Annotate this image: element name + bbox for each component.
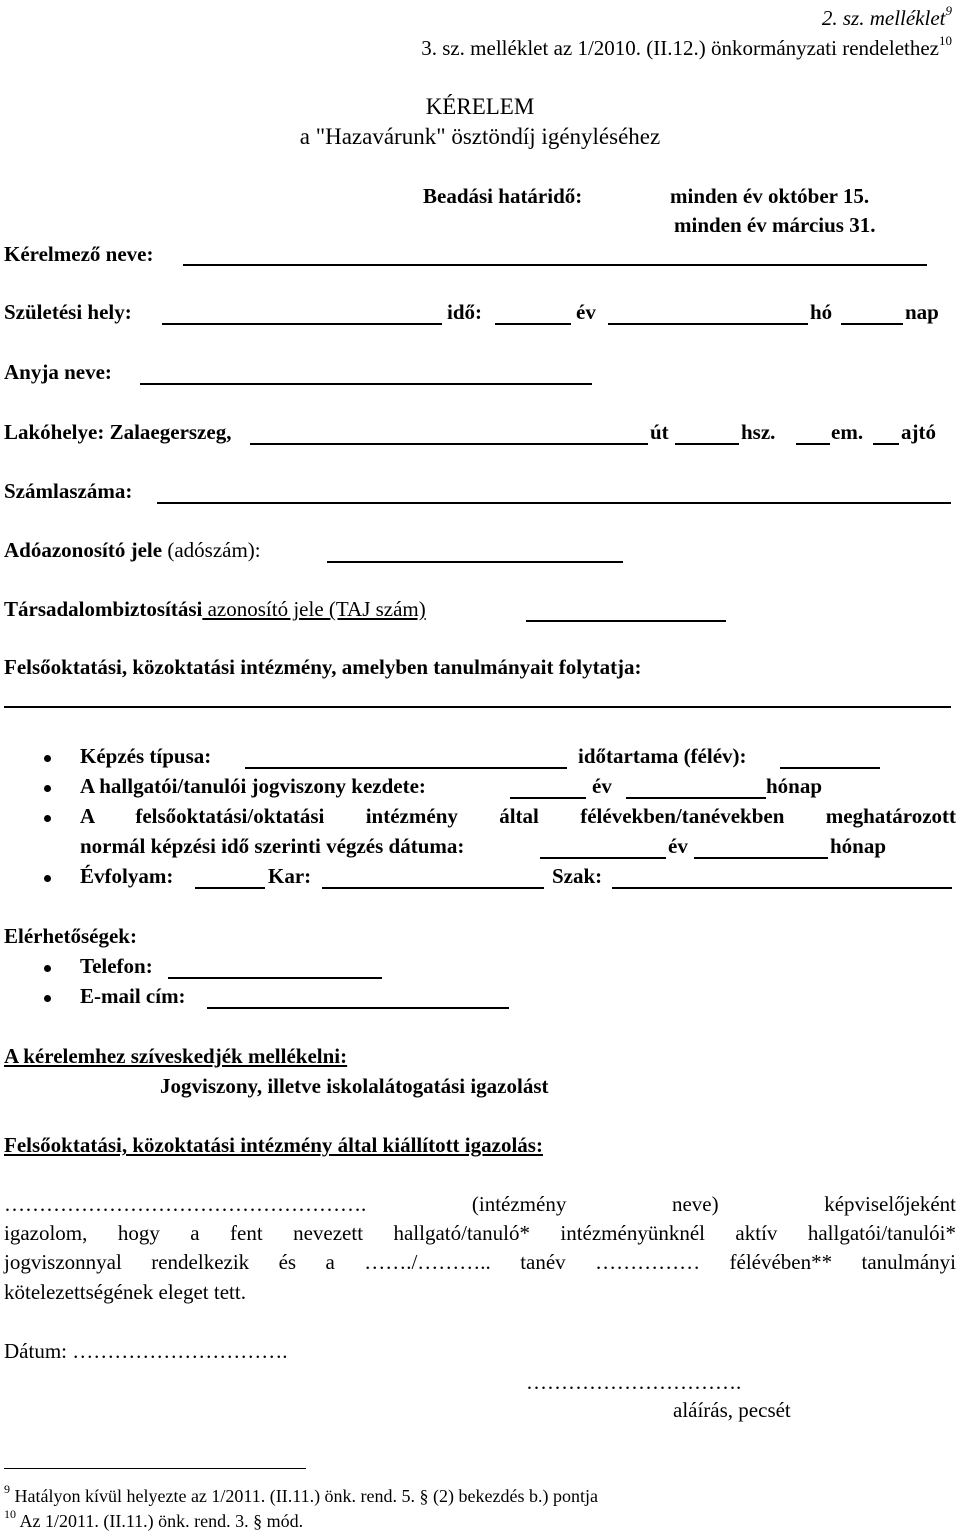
training-type-line[interactable] bbox=[245, 767, 567, 769]
annex-label: 2. sz. melléklet$^9$ bbox=[821, 3, 952, 30]
applicant-name-label: Kérelmező neve: bbox=[4, 242, 154, 266]
faculty-label: Kar: bbox=[268, 864, 312, 888]
email-line[interactable] bbox=[207, 1007, 509, 1009]
mother-name-line[interactable] bbox=[140, 383, 592, 385]
status-start-year-line[interactable] bbox=[510, 797, 586, 799]
residence-street-line[interactable] bbox=[250, 443, 648, 445]
birth-place-line[interactable] bbox=[162, 323, 442, 325]
signature-label: aláírás, pecsét bbox=[673, 1398, 791, 1422]
account-line[interactable] bbox=[157, 502, 951, 504]
bullet bbox=[44, 815, 51, 822]
house-number-label: hsz. bbox=[741, 420, 776, 444]
graduation-year-label: év bbox=[668, 834, 688, 858]
account-label: Számlaszáma: bbox=[4, 479, 133, 503]
mother-name-label: Anyja neve: bbox=[4, 360, 112, 384]
tax-id-label: Adóazonosító jele (adószám): bbox=[4, 538, 261, 562]
certificate-line-3: jogviszonnyal rendelkezik és a ……./……….. tanév …………… félévében** tanulmányi bbox=[4, 1250, 956, 1274]
graduation-month-label: hónap bbox=[830, 834, 887, 858]
faculty-line[interactable] bbox=[322, 887, 544, 889]
birth-year-line[interactable] bbox=[495, 323, 571, 325]
tax-id-line[interactable] bbox=[327, 561, 623, 563]
house-number-line[interactable] bbox=[675, 443, 739, 445]
bullet bbox=[44, 965, 51, 972]
taj-line[interactable] bbox=[526, 620, 726, 622]
graduation-month-line[interactable] bbox=[694, 857, 828, 859]
taj-label: Társadalombiztosítási azonosító jele (TAJ szám) bbox=[4, 597, 426, 621]
contacts-heading: Elérhetőségek: bbox=[4, 924, 137, 948]
email-label: E-mail cím: bbox=[80, 984, 186, 1008]
birth-day-label: nap bbox=[905, 300, 939, 324]
floor-label: em. bbox=[831, 420, 864, 444]
applicant-name-line[interactable] bbox=[183, 264, 927, 266]
grade-line[interactable] bbox=[195, 887, 265, 889]
birth-month-line[interactable] bbox=[608, 323, 808, 325]
bullet bbox=[44, 875, 51, 882]
attachments-heading: A kérelemhez szíveskedjék mellékelni: bbox=[4, 1044, 348, 1068]
phone-label: Telefon: bbox=[80, 954, 153, 978]
residence-label: Lakóhelye: Zalaegerszeg, bbox=[4, 420, 232, 444]
street-label: út bbox=[650, 420, 669, 444]
deadline-date-2: minden év március 31. bbox=[674, 213, 876, 237]
footnote-9: $^9$ Hatályon kívül helyezte az 1/2011. (II.11.) önk. rend. 5. § (2) bekezdés b.) pontja bbox=[4, 1482, 598, 1506]
certificate-line-4: kötelezettségének eleget tett. bbox=[4, 1280, 246, 1304]
status-start-year-label: év bbox=[592, 774, 612, 798]
footnote-separator bbox=[4, 1468, 306, 1469]
title-sub: a "Hazavárunk" ösztöndíj igényléséhez bbox=[299, 124, 661, 149]
certificate-line-1: ……………………………………………. (intézmény neve) képviselőjeként bbox=[4, 1192, 957, 1216]
status-start-label: A hallgatói/tanulói jogviszony kezdete: bbox=[80, 774, 426, 798]
title-main: KÉRELEM bbox=[425, 94, 535, 119]
door-line[interactable] bbox=[873, 443, 899, 445]
floor-line[interactable] bbox=[796, 443, 830, 445]
certificate-line-2: igazolom, hogy a fent nevezett hallgató/tanuló* intézményünknél aktív hallgatói/tanulói* bbox=[4, 1221, 956, 1245]
bullet bbox=[44, 785, 51, 792]
annex-reference: 3. sz. melléklet az 1/2010. (II.12.) önkormányzati rendelethez$^{10}$ bbox=[421, 33, 952, 60]
attachments-item: Jogviszony, illetve iskolalátogatási igazolást bbox=[160, 1074, 549, 1098]
bullet bbox=[44, 755, 51, 762]
status-start-month-label: hónap bbox=[766, 774, 823, 798]
major-line[interactable] bbox=[612, 887, 952, 889]
major-label: Szak: bbox=[552, 864, 603, 888]
institution-line[interactable] bbox=[4, 706, 951, 708]
birth-place-label: Születési hely: bbox=[4, 300, 132, 324]
duration-label: időtartama (félév): bbox=[578, 744, 747, 768]
date-label: Dátum: …………………………. bbox=[4, 1339, 288, 1363]
door-label: ajtó bbox=[901, 420, 936, 444]
status-start-month-line[interactable] bbox=[626, 797, 766, 799]
bullet bbox=[44, 995, 51, 1002]
birth-year-label: év bbox=[576, 300, 596, 324]
birth-day-line[interactable] bbox=[841, 323, 903, 325]
duration-line[interactable] bbox=[780, 767, 880, 769]
birth-month-label: hó bbox=[810, 300, 833, 324]
graduation-year-line[interactable] bbox=[540, 857, 666, 859]
training-type-label: Képzés típusa: bbox=[80, 744, 212, 768]
normal-time-label: normál képzési idő szerinti végzés dátuma: bbox=[80, 834, 465, 858]
normal-time-line-1: A felsőoktatási/oktatási intézmény által félévekben/tanévekben meghatározott bbox=[80, 804, 956, 828]
institution-label: Felsőoktatási, közoktatási intézmény, amelyben tanulmányait folytatja: bbox=[4, 655, 642, 679]
grade-label: Évfolyam: bbox=[80, 864, 174, 888]
certificate-heading: Felsőoktatási, közoktatási intézmény által kiállított igazolás: bbox=[4, 1133, 543, 1157]
date-dots[interactable]: …………………………. bbox=[72, 1339, 288, 1363]
phone-line[interactable] bbox=[168, 977, 382, 979]
signature-dots[interactable]: …………………………. bbox=[526, 1370, 742, 1394]
footnote-10: $^{10}$ Az 1/2011. (II.11.) önk. rend. 3. § mód. bbox=[4, 1507, 304, 1531]
birth-time-label: idő: bbox=[447, 300, 483, 324]
deadline-label: Beadási határidő: bbox=[423, 184, 583, 208]
deadline-date-1: minden év október 15. bbox=[670, 184, 870, 208]
